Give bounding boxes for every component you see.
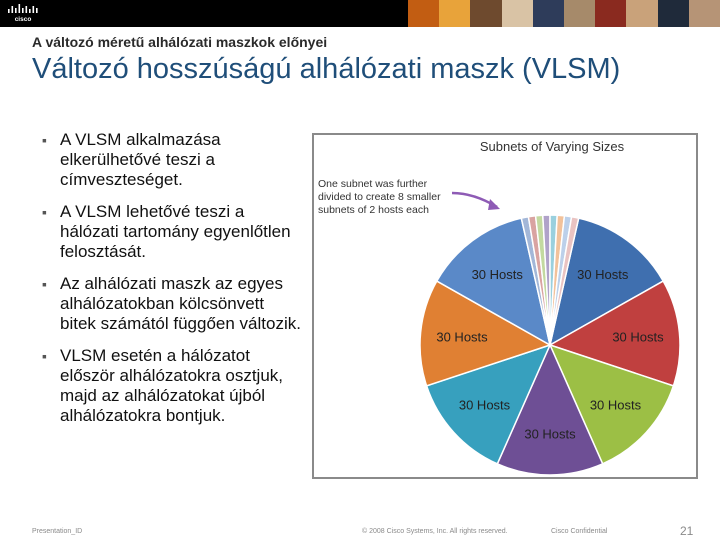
bullet-list (42, 130, 304, 438)
bullet-item: ▪ A VLSM alkalmazása elkerülhetővé teszi a címveszteséget. (42, 130, 304, 190)
slide-subtitle: A változó méretű alhálózati maszkok előnyei (32, 34, 328, 50)
page-number: 21 (680, 524, 694, 538)
annotation-arrowhead (488, 199, 500, 210)
slide-title: Változó hosszúságú alhálózati maszk (VLSM) (32, 53, 621, 85)
pie-slice-label: 30 Hosts (524, 426, 576, 442)
header-photo-strip (408, 0, 720, 27)
pie-slice-label: 30 Hosts (471, 267, 523, 283)
header-photo (470, 0, 501, 27)
footer-copyright: © 2008 Cisco Systems, Inc. All rights reserved. (362, 528, 508, 535)
header-photo (439, 0, 470, 27)
header-photo (595, 0, 626, 27)
pie-chart-frame (312, 133, 698, 479)
pie-slice-label: 30 Hosts (577, 267, 629, 283)
bullet-item: ▪ A VLSM lehetővé teszi a hálózati tartomány egyenlőtlen felosztását. (42, 202, 304, 262)
pie-slice-label: 30 Hosts (612, 329, 664, 345)
header-photo (408, 0, 439, 27)
pie-slice-label: 30 Hosts (458, 397, 511, 413)
pie-slice-label: 30 Hosts (436, 329, 488, 345)
chart-title: Subnets of Varying Sizes (479, 139, 625, 154)
footer-presentation-id: Presentation_ID (32, 528, 83, 535)
bullet-item: ▪ VLSM esetén a hálózatot először alhálózatokra osztjuk, majd az alhálózatokat újból alhálózatokra bontjuk. (42, 346, 304, 426)
header-photo (658, 0, 689, 27)
header-bar (0, 0, 720, 27)
footer-confidential: Cisco Confidential (551, 528, 608, 535)
bullet-item: ▪ Az alhálózati maszk az egyes alhálózatokban kölcsönvett bitek számától függően változik. (42, 274, 304, 334)
pie-chart (314, 135, 696, 477)
header-photo (626, 0, 657, 27)
header-photo (564, 0, 595, 27)
header-photo (502, 0, 533, 27)
pie-slice-label: 30 Hosts (589, 397, 642, 413)
header-photo (533, 0, 564, 27)
header-photo (689, 0, 720, 27)
cisco-logo (6, 3, 42, 23)
chart-annotation: One subnet was further divided to create 8 smaller subnets of 2 hosts each (318, 178, 441, 216)
cisco-logo-text: cisco (14, 16, 32, 23)
